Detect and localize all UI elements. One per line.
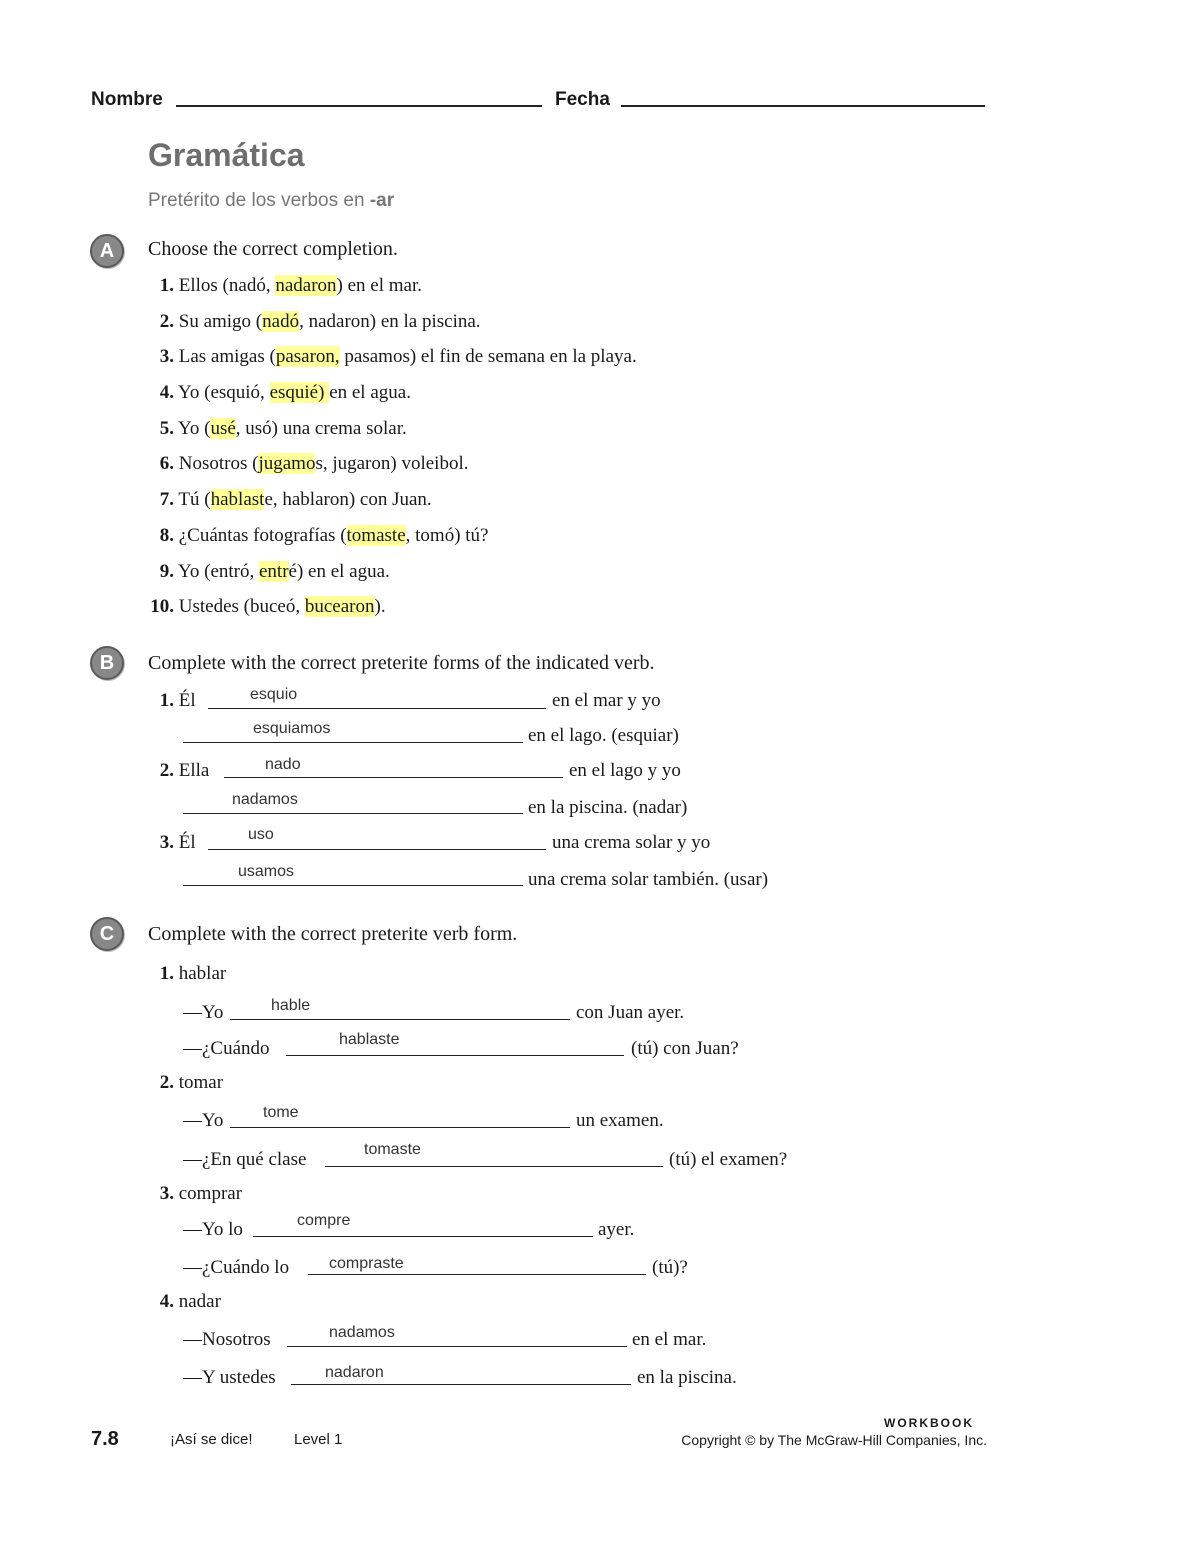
c3-l2: —¿Cuándo lo <box>183 1257 290 1278</box>
c3-answer2: compraste <box>329 1255 404 1272</box>
footer-level: Level 1 <box>294 1431 343 1448</box>
c3-blank2[interactable] <box>308 1274 646 1275</box>
c2-l2: —¿En qué clase <box>183 1149 307 1170</box>
section-a-item-10 <box>148 596 386 618</box>
highlighted-answer: usé <box>210 418 236 439</box>
c1-verb-line <box>148 963 226 985</box>
c3-verb: comprar <box>178 1183 243 1204</box>
section-a-item-number: 8. <box>159 525 174 546</box>
c4-verb-line <box>148 1291 221 1313</box>
c4-e2: en la piscina. <box>637 1367 737 1388</box>
b2-num: 2. <box>159 760 174 781</box>
b3-answer1: uso <box>248 826 274 843</box>
c1-blank1[interactable] <box>230 1019 570 1020</box>
c2-blank2[interactable] <box>325 1166 663 1167</box>
c2-e2: (tú) el examen? <box>669 1149 788 1170</box>
item-text: ) en el mar. <box>336 275 422 296</box>
b3-mid: una crema solar y yo <box>552 832 711 853</box>
section-a-item-number: 2. <box>159 311 174 332</box>
c3-answer1: compre <box>297 1212 351 1229</box>
section-a-item-5 <box>148 418 407 440</box>
footer-copyright: Copyright © by The McGraw-Hill Companies, Inc. <box>681 1432 987 1448</box>
section-a-instruction: Choose the correct completion. <box>148 238 398 260</box>
c3-e2: (tú)? <box>652 1257 688 1278</box>
c3-l1: —Yo lo <box>183 1219 243 1240</box>
c4-verb: nadar <box>178 1291 221 1312</box>
section-b-instruction: Complete with the correct preterite forms of the indicated verb. <box>148 652 655 674</box>
c2-l1: —Yo <box>183 1110 224 1131</box>
c1-num: 1. <box>159 963 174 984</box>
b2-answer2: nadamos <box>232 791 298 808</box>
section-a-item-number: 1. <box>159 275 174 296</box>
b3-answer2: usamos <box>238 863 295 880</box>
section-a-item-6 <box>148 453 468 475</box>
b1-blank1[interactable] <box>208 708 546 709</box>
section-a-badge: A <box>90 234 124 268</box>
footer-page-number: 7.8 <box>91 1428 119 1450</box>
b2-blank2[interactable] <box>183 813 523 814</box>
highlighted-answer: hablast <box>210 489 265 510</box>
highlighted-answer: pasaron, <box>275 346 340 367</box>
c4-answer1: nadamos <box>329 1324 395 1341</box>
b3-num: 3. <box>159 832 174 853</box>
c3-e1: ayer. <box>598 1219 635 1240</box>
c1-blank2[interactable] <box>286 1055 624 1056</box>
section-a-item-9 <box>148 561 390 583</box>
section-a-item-number: 7. <box>159 489 174 510</box>
section-a-item-number: 3. <box>159 346 174 367</box>
section-a-item-8 <box>148 525 489 547</box>
highlighted-answer: entr <box>258 561 289 582</box>
b2-mid: en el lago y yo <box>569 760 681 781</box>
b3-blank1[interactable] <box>208 849 546 850</box>
highlighted-answer: esquié) <box>269 382 330 403</box>
b1-answer1: esquio <box>250 686 298 703</box>
b3-line1 <box>148 832 196 854</box>
b2-blank1[interactable] <box>224 777 563 778</box>
c4-blank1[interactable] <box>287 1346 627 1347</box>
b1-line1 <box>148 690 196 712</box>
c3-blank1[interactable] <box>253 1236 593 1237</box>
item-text: Ellos (nadó, <box>178 275 276 296</box>
b1-num: 1. <box>159 690 174 711</box>
c1-l2: —¿Cuándo <box>183 1038 270 1059</box>
section-a-item-4 <box>148 382 411 404</box>
section-c-badge: C <box>90 917 124 951</box>
c4-answer2: nadaron <box>325 1364 384 1381</box>
item-text: Su amigo ( <box>178 311 263 332</box>
highlighted-answer: nadó <box>262 311 300 332</box>
c4-e1: en el mar. <box>632 1329 707 1350</box>
c1-e1: con Juan ayer. <box>576 1002 685 1023</box>
item-text: pasamos) el fin de semana en la playa. <box>339 346 637 367</box>
c1-answer2: hablaste <box>339 1031 400 1048</box>
nombre-label: Nombre <box>91 89 163 110</box>
b3-blank2[interactable] <box>183 885 523 886</box>
subtitle-suffix: -ar <box>369 190 395 211</box>
item-text: , nadaron) en la piscina. <box>299 311 481 332</box>
c2-answer1: tome <box>263 1104 299 1121</box>
section-a-item-1 <box>148 275 422 297</box>
page-subtitle <box>148 190 394 212</box>
item-text: Yo ( <box>178 418 211 439</box>
item-text: Ustedes (buceó, <box>178 596 305 617</box>
item-text: Las amigas ( <box>178 346 276 367</box>
c3-verb-line <box>148 1183 242 1205</box>
section-a-item-number: 6. <box>159 453 174 474</box>
item-text: , tomó) tú? <box>405 525 489 546</box>
section-a-item-2 <box>148 311 481 333</box>
item-text: Yo (esquió, <box>178 382 270 403</box>
nombre-line <box>176 105 542 107</box>
item-text: , usó) una crema solar. <box>235 418 407 439</box>
item-text: Tú ( <box>178 489 211 510</box>
c2-answer2: tomaste <box>364 1141 421 1158</box>
c2-e1: un examen. <box>576 1110 664 1131</box>
c1-e2: (tú) con Juan? <box>631 1038 739 1059</box>
item-text: s, jugaron) voleibol. <box>315 453 469 474</box>
highlighted-answer: jugamo <box>258 453 316 474</box>
item-text: Yo (entró, <box>178 561 259 582</box>
item-text: e, hablaron) con Juan. <box>264 489 432 510</box>
item-text: Nosotros ( <box>178 453 259 474</box>
page-title: Gramática <box>148 137 305 173</box>
c1-verb: hablar <box>178 963 227 984</box>
section-a-item-number: 5. <box>159 418 174 439</box>
c4-l2: —Y ustedes <box>183 1367 276 1388</box>
section-b-badge: B <box>90 646 124 680</box>
b2-end: en la piscina. (nadar) <box>528 797 688 818</box>
item-text: ). <box>374 596 386 617</box>
c4-num: 4. <box>159 1291 174 1312</box>
fecha-line <box>621 105 985 107</box>
c1-l1: —Yo <box>183 1002 224 1023</box>
item-text: en el agua. <box>329 382 411 403</box>
c4-l1: —Nosotros <box>183 1329 271 1350</box>
section-a-item-number: 10. <box>150 596 174 617</box>
b1-blank2[interactable] <box>183 742 523 743</box>
section-a-item-3 <box>148 346 637 368</box>
section-c-instruction: Complete with the correct preterite verb form. <box>148 923 518 945</box>
c4-blank2[interactable] <box>291 1384 631 1385</box>
footer-book-title: ¡Así se dice! <box>170 1431 253 1448</box>
b1-answer2: esquiamos <box>253 720 331 737</box>
section-a-item-number: 4. <box>159 382 174 403</box>
subtitle-prefix: Pretérito de los verbos en <box>148 190 370 211</box>
b1-mid: en el mar y yo <box>552 690 661 711</box>
section-a-item-number: 9. <box>159 561 174 582</box>
c2-num: 2. <box>159 1072 174 1093</box>
c2-blank1[interactable] <box>230 1127 570 1128</box>
b1-lead: Él <box>178 690 196 711</box>
c1-answer1: hable <box>271 997 311 1014</box>
item-text: é) en el agua. <box>288 561 390 582</box>
highlighted-answer: nadaron <box>275 275 337 296</box>
b1-end: en el lago. (esquiar) <box>528 725 679 746</box>
b2-answer1: nado <box>265 756 301 773</box>
c3-num: 3. <box>159 1183 174 1204</box>
b2-lead: Ella <box>178 760 210 781</box>
highlighted-answer: bucearon <box>304 596 375 617</box>
b3-end: una crema solar también. (usar) <box>528 869 769 890</box>
b3-lead: Él <box>178 832 196 853</box>
fecha-label: Fecha <box>555 89 610 110</box>
item-text: ¿Cuántas fotografías ( <box>178 525 347 546</box>
c2-verb: tomar <box>178 1072 224 1093</box>
c2-verb-line <box>148 1072 223 1094</box>
footer-workbook: WORKBOOK <box>884 1416 974 1430</box>
section-a-item-7 <box>148 489 432 511</box>
highlighted-answer: tomaste <box>346 525 406 546</box>
b2-line1 <box>148 760 209 782</box>
